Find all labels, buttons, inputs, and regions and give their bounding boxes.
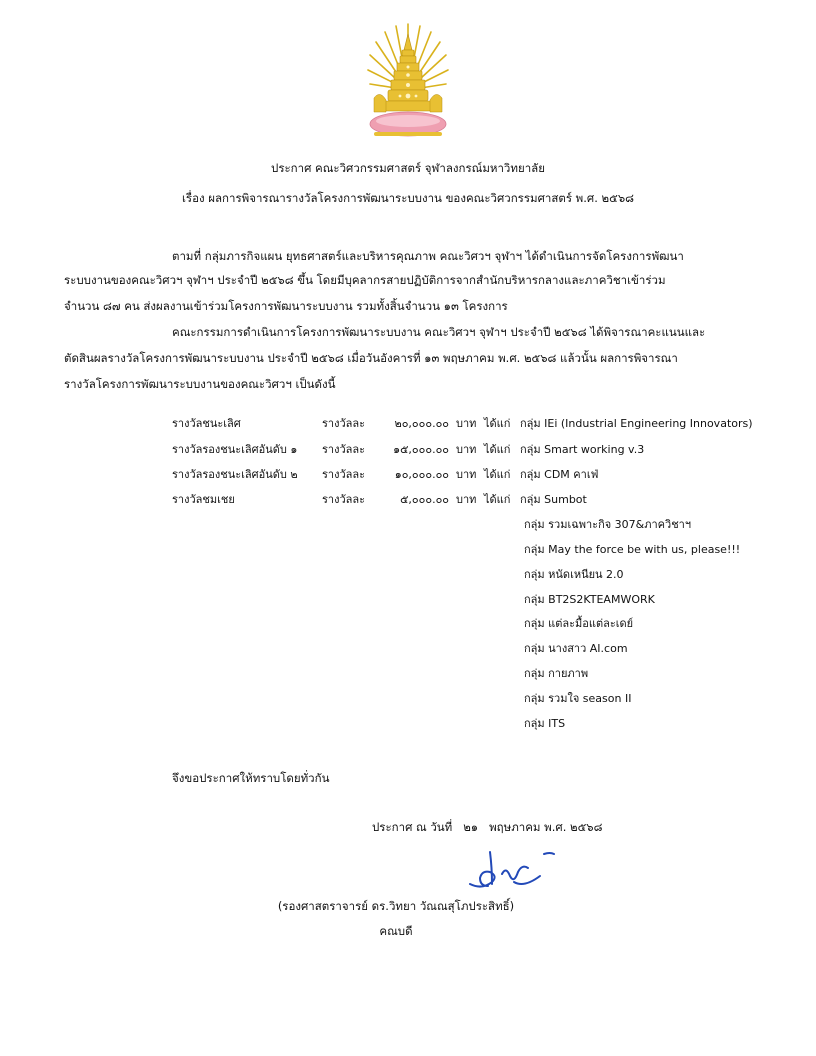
award-unit: บาท (456, 443, 477, 456)
award-label: รางวัลละ (322, 443, 366, 456)
award-group: กลุ่ม IEi (Industrial Engineering Innovators) (520, 417, 753, 430)
award-title: รางวัลรองชนะเลิศอันดับ ๑ (172, 443, 298, 456)
announcement-date: ประกาศ ณ วันที่ ๒๑ พฤษภาคม พ.ศ. ๒๕๖๘ (372, 820, 603, 834)
award-unit: บาท (456, 493, 477, 506)
closing-statement: จึงขอประกาศให้ทราบโดยทั่วกัน (172, 771, 330, 785)
paragraph-1-line-2: ระบบงานของคณะวิศวฯ จุฬาฯ ประจำปี ๒๕๖๘ ขึ้น โดยมีบุคลากรสายปฏิบัติการจากสำนักบริหารกลางและภาควิชาเข้าร่วม (64, 273, 666, 287)
award-title: รางวัลชมเชย (172, 493, 235, 506)
honorable-group-item: กลุ่ม กายภาพ (524, 667, 589, 680)
award-label: รางวัลละ (322, 493, 366, 506)
chulalongkorn-emblem-icon (366, 20, 450, 150)
signatory-position: คณบดี (379, 924, 413, 938)
award-amount: ๒๐,๐๐๐.๐๐ (394, 417, 449, 430)
award-row (0, 414, 816, 430)
award-title: รางวัลชนะเลิศ (172, 417, 241, 430)
award-got: ได้แก่ (484, 417, 511, 430)
award-group: กลุ่ม CDM คาเฟ่ (520, 468, 599, 481)
honorable-group-item: กลุ่ม May the force be with us, please!!! (524, 543, 741, 556)
honorable-group-item: กลุ่ม หนัดเหนียน 2.0 (524, 568, 624, 581)
award-got: ได้แก่ (484, 443, 511, 456)
paragraph-1-line-3: จำนวน ๘๗ คน ส่งผลงานเข้าร่วมโครงการพัฒนาระบบงาน รวมทั้งสิ้นจำนวน ๑๓ โครงการ (64, 299, 508, 313)
award-group: กลุ่ม Smart working v.3 (520, 443, 645, 456)
award-amount: ๕,๐๐๐.๐๐ (400, 493, 449, 506)
signatory-name: (รองศาสตราจารย์ ดร.วิทยา วัณณสุโภประสิทธิ์) (277, 899, 515, 913)
paragraph-2-line-3: รางวัลโครงการพัฒนาระบบงานของคณะวิศวฯ เป็นดังนี้ (64, 377, 336, 391)
award-title: รางวัลรองชนะเลิศอันดับ ๒ (172, 468, 298, 481)
award-got: ได้แก่ (484, 493, 511, 506)
honorable-group-item: กลุ่ม ITS (524, 717, 566, 730)
paragraph-2-line-2: ตัดสินผลรางวัลโครงการพัฒนาระบบงาน ประจำปี ๒๕๖๘ เมื่อวันอังคารที่ ๑๓ พฤษภาคม พ.ศ. ๒๕๖๘ แล้วนั้น ผลการพิจารณา (64, 351, 678, 365)
dean-signature-icon (462, 846, 562, 894)
award-label: รางวัลละ (322, 468, 366, 481)
award-unit: บาท (456, 417, 477, 430)
honorable-group-item: กลุ่ม นางสาว AI.com (524, 642, 628, 655)
award-label: รางวัลละ (322, 417, 366, 430)
header-line-1: ประกาศ คณะวิศวกรรมศาสตร์ จุฬาลงกรณ์มหาวิทยาลัย (271, 161, 545, 175)
honorable-group-item: กลุ่ม รวมใจ season II (524, 692, 632, 705)
award-row (0, 465, 816, 481)
award-got: ได้แก่ (484, 468, 511, 481)
honorable-group-item: กลุ่ม BT2S2KTEAMWORK (524, 593, 655, 606)
honorable-group-item: กลุ่ม รวมเฉพาะกิจ 307&ภาควิชาฯ (524, 518, 692, 531)
award-amount: ๑๕,๐๐๐.๐๐ (393, 443, 449, 456)
header-subject-line: เรื่อง ผลการพิจารณารางวัลโครงการพัฒนาระบบงาน ของคณะวิศวกรรมศาสตร์ พ.ศ. ๒๕๖๘ (181, 191, 634, 205)
award-row (0, 440, 816, 456)
honorable-group-item: กลุ่ม แต่ละมื้อแต่ละเดย์ (524, 617, 634, 630)
paragraph-2-line-1: คณะกรรมการดำเนินการโครงการพัฒนาระบบงาน คณะวิศวฯ จุฬาฯ ประจำปี ๒๕๖๘ ได้พิจารณาคะแนนและ (172, 325, 706, 339)
award-group: กลุ่ม Sumbot (520, 493, 587, 506)
award-row (0, 490, 816, 506)
award-unit: บาท (456, 468, 477, 481)
paragraph-1-line-1: ตามที่ กลุ่มภารกิจแผน ยุทธศาสตร์และบริหารคุณภาพ คณะวิศวฯ จุฬาฯ ได้ดำเนินการจัดโครงการพัฒนา (172, 249, 684, 263)
award-amount: ๑๐,๐๐๐.๐๐ (394, 468, 449, 481)
